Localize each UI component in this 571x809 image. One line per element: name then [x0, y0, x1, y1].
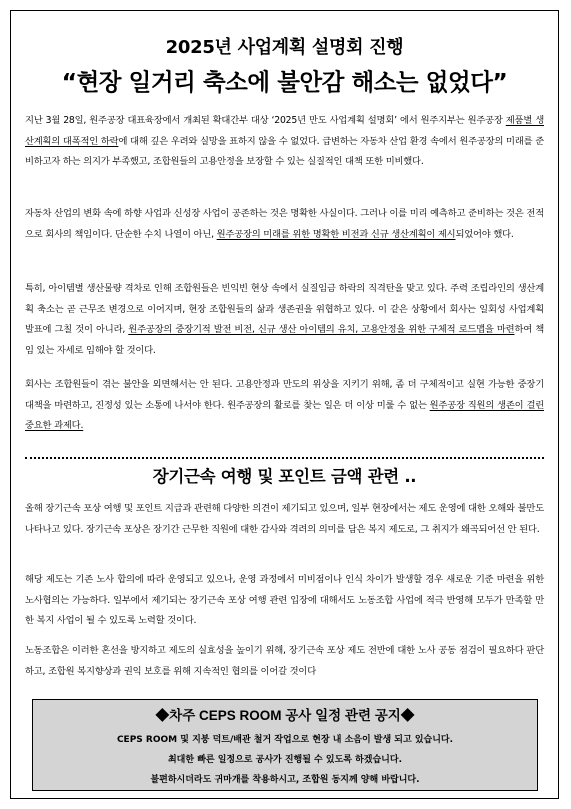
notice-line-2: 최대한 빠른 일정으로 공사가 진행될 수 있도록 하겠습니다.	[167, 755, 402, 765]
section1-paragraph-3	[25, 279, 544, 361]
section1-paragraph-2	[25, 204, 544, 245]
paragraph-text: 노동조합은 이러한 혼선을 방지하고 제도의 실효성을 높이기 위해, 장기근속 포상 제도 전반에 대한 노사 공동 점검이 필요하다 판단하고, 조합원 복지향상과 권익 보호를 위해 지속적인 협의를 이어갈 것이다	[25, 645, 544, 677]
paragraph-text: 하여 책임 있는 자세로 임해야 할 것이다.	[25, 324, 544, 356]
paragraph-text: 에 대해 깊은 우려와 실망을 표하지 않을 수 없었다. 급변하는 자동차 산업 환경 속에서 원주공장의 미래를 준비하고자 하는 의지가 부족했고, 조합원들의 고용안정을 보장할 수 있는 실질적인 대책 또한 미비했다.	[25, 135, 544, 167]
paragraph-text: 자동차 산업의 변화 속에 하향 사업과 신성장 사업이 공존하는 것은 명확한 사실이다. 그러나 이를 미리 예측하고 준비하는 것은 전적으로 회사의 책임이다. 단순한 수치 나열이 아닌,	[25, 208, 544, 240]
paragraph-text: 지난 3월 28일, 원주공장 대표육장에서 개최된 확대간부 대상 ‘2025년 만도 사업계획 설명회’ 에서 원주지부는 원주공장	[25, 115, 506, 126]
paragraph-text: 올해 장기근속 포상 여행 및 포인트 지급과 관련해 다양한 의견이 제기되고 있으며, 일부 현장에서는 제도 운영에 대한 오해와 불만도 나타나고 있다. 장기근속 포상은 장기간 근무한 직원에 대한 감사와 격려의 의미를 담은 복지 제도로, 그 취지가 왜곡되어선 안 된다.	[25, 503, 544, 535]
section2-paragraph-3	[25, 641, 544, 682]
newsletter-page	[10, 10, 559, 799]
section2-paragraph-1	[25, 499, 544, 540]
notice-line-3: 불편하시더라도 귀마개를 착용하시고, 조합원 동지께 양해 바랍니다.	[150, 775, 420, 785]
underlined-emphasis-text: 원주공장의 미래를 위한 명확한 비전과 신규 생산계획이 제시	[216, 228, 456, 240]
paragraph-text: 회사는 조합원들이 겪는 불안을 외면해서는 안 된다. 고용안정과 만도의 위상을 지키기 위해, 좀 더 구체적이고 실현 가능한 중장기 대책을 마련하고, 진정성 있는 소통에 나서야 한다. 원주공장의 활로를 찾는 일은 더 이상 미룰 수 없는	[25, 379, 544, 411]
underlined-emphasis-text: 원주공장 직원의 생존이 걸린 중요한 과제다.	[25, 399, 545, 431]
headline-title: 2025년 사업계획 설명회 진행	[165, 37, 404, 58]
paragraph-text: 되었어야 했다.	[455, 228, 514, 240]
notice-box	[32, 699, 538, 791]
headline-quote: “현장 일거리 축소에 불안감 해소는 없었다”	[61, 68, 508, 96]
section1-paragraph-4	[25, 375, 544, 437]
section2-paragraph-2	[25, 570, 544, 632]
underlined-emphasis-text: 제품별 생산계획의 대폭적인 하락	[25, 115, 544, 147]
underlined-emphasis-text: 원주공장의 중장기적 발전 비전, 신규 생산 아이템의 유치, 고용안정을 위한 구체적 로드맵을 마련	[128, 324, 515, 335]
section-divider	[25, 457, 544, 459]
notice-line-1: CEPS ROOM 및 지붕 덕트/배관 철거 작업으로 현장 내 소음이 발생 되고 있습니다.	[116, 735, 454, 745]
section1-paragraph-1	[25, 111, 544, 173]
notice-title: ◆차주 CEPS ROOM 공사 일정 관련 공지◆	[155, 708, 415, 723]
paragraph-text: 해당 제도는 기존 노사 합의에 따라 운영되고 있으나, 운영 과정에서 미비점이나 인식 차이가 발생할 경우 새로운 기준 마련을 위한 노사협의는 가능하다. 일부에서 제기되는 장기근속 포상 여행 관련 입장에 대해서도 노동조합 사업에 적극 반영해 모두가 만족할 만한 복지 사업이 될 수 있도록 노력할 것이다.	[25, 574, 544, 626]
paragraph-text: 특히, 아이템별 생산물량 격차로 인해 조합원들은 빈익빈 현상 속에서 실질임금 하락의 직격탄을 맞고 있다. 주력 조립라인의 생산계획 축소는 곧 근무조 변경으로 이어지며, 현장 조합원들의 삶과 생존권을 위협하고 있다. 이 같은 상황에서 회사는 일회성 사업계획 발표에 그칠 것이 아니라,	[25, 283, 544, 335]
section2-heading: 장기근속 여행 및 포인트 금액 관련 ..	[152, 467, 417, 486]
